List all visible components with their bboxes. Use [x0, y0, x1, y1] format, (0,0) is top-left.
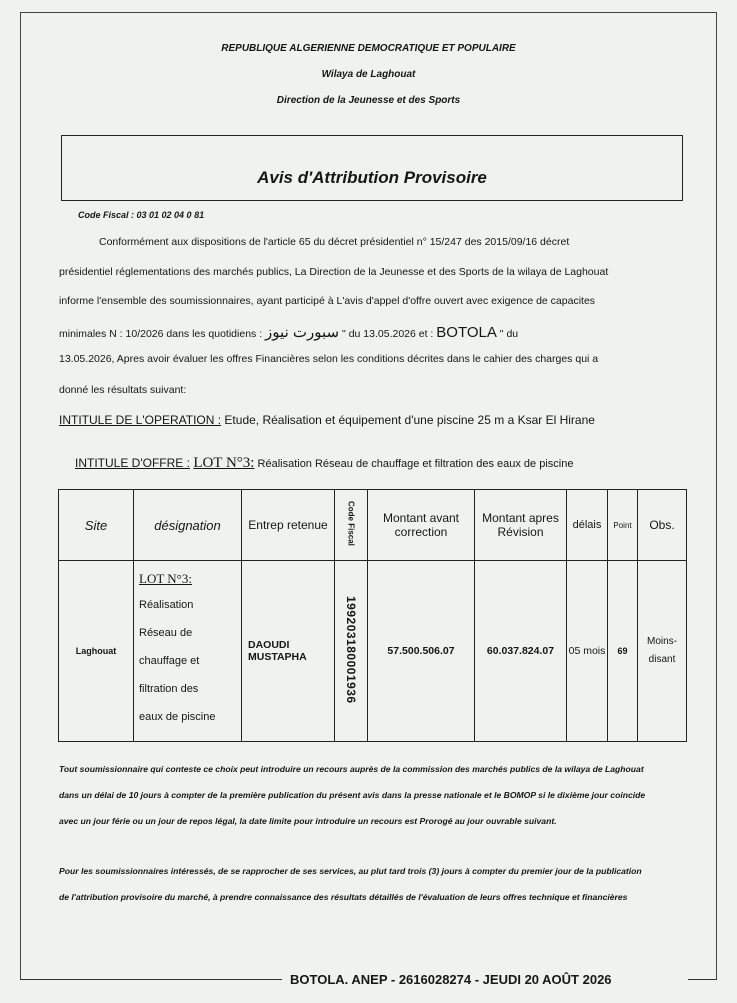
operation-title — [59, 413, 595, 427]
footnote-recours: Tout soumissionnaire qui conteste ce choix peut introduire un recours auprès de la commission des marchés publics de la wilaya de Laghouat dans un délai de 10 jours à compter de la première publication du présent avis dans la presse nationale et le BOMOP si le dixième jour coincide avec un jour férie ou un jour de repos légal, la date limite pour introduire un recours est Prorogé au jour ouvrable suivant. — [59, 764, 646, 826]
col-header-montant-apres: Montant apres Révision — [475, 490, 567, 561]
body-line-4 — [59, 323, 518, 341]
body-line-1: Conformément aux dispositions de l'article 65 du décret présidentiel n° 15/247 des 2015/09/16 décret — [99, 236, 570, 248]
cell-obs: Moins-disant — [638, 561, 687, 742]
body-line-3: informe l'ensemble des soumissionnaires, ayant participé à L'avis d'appel d'offre ouvert avec exigence de capacites — [59, 295, 596, 307]
designation-line: filtration des — [139, 683, 199, 695]
footer-rule-right — [688, 979, 717, 980]
col-header-site: Site — [59, 490, 134, 561]
body-line-6: donné les résultats suivant: — [59, 384, 187, 396]
document-title: Avis d'Attribution Provisoire — [257, 168, 487, 187]
offre-title — [75, 455, 573, 472]
header-wilaya: Wilaya de Laghouat — [321, 69, 416, 80]
footer-publication: BOTOLA. ANEP - 2616028274 - JEUDI 20 AOÛT 2026 — [290, 972, 612, 987]
cell-site: Laghouat — [59, 561, 134, 742]
col-header-code-label: Code Fiscal — [346, 501, 356, 546]
cell-point: 69 — [608, 561, 638, 742]
col-header-montant-avant: Montant avant correction — [368, 490, 475, 561]
header-republic: REPUBLIQUE ALGERIENNE DEMOCRATIQUE ET POPULAIRE — [221, 43, 516, 54]
body-line-5: 13.05.2026, Apres avoir évaluer les offres Financières selon les conditions décrites dans le cahier des charges qui a — [59, 353, 599, 365]
offre-lot: LOT N°3: — [193, 455, 255, 471]
body-line-2: présidentiel réglementations des marchés publics, La Direction de la Jeunesse et des Sports de la wilaya de Laghouat — [59, 266, 609, 278]
table-row — [59, 561, 687, 742]
newspaper-botola: BOTOLA — [436, 324, 497, 341]
col-header-code — [335, 490, 368, 561]
header-direction: Direction de la Jeunesse et des Sports — [276, 95, 461, 106]
designation-line: eaux de piscine — [139, 711, 216, 723]
body-line-4-part-c: " du 13.05.2026 et : — [342, 328, 434, 340]
offre-text: Réalisation Réseau de chauffage et filtration des eaux de piscine — [254, 458, 574, 470]
footnote-consultation: Pour les soumissionnaires intéressés, de se rapprocher de ses services, au plut tard trois (3) jours à compter du premier jour de la publication de l'attribution provisoire du marché, à prendre connaissance des résultats détaillés de l'évaluation de leurs offres technique et financières — [59, 866, 642, 902]
cell-delais: 05 mois — [567, 561, 608, 742]
offre-label: INTITULE D'OFFRE : — [75, 456, 190, 470]
body-line-4-part-a: minimales N : 10/2026 dans les quotidiens : — [59, 328, 263, 340]
cell-code-value: 199203180001936 — [344, 595, 358, 704]
cell-designation — [134, 561, 242, 742]
operation-label: INTITULE DE L'OPERATION : — [59, 413, 222, 427]
cell-designation-lot: LOT N°3: — [139, 571, 192, 586]
cell-montant-avant: 57.500.506.07 — [368, 561, 475, 742]
col-header-designation: désignation — [134, 490, 242, 561]
cell-code — [335, 561, 368, 742]
cell-entrep: DAOUDI MUSTAPHA — [242, 561, 335, 742]
designation-line: Réalisation — [139, 599, 194, 611]
col-header-entrep: Entrep retenue — [242, 490, 335, 561]
designation-line: Réseau de — [139, 627, 193, 639]
code-fiscal: Code Fiscal : 03 01 02 04 0 81 — [78, 210, 205, 220]
results-table — [58, 489, 687, 742]
title-box — [61, 135, 683, 201]
col-header-delais: délais — [567, 490, 608, 561]
cell-montant-apres: 60.037.824.07 — [475, 561, 567, 742]
col-header-obs: Obs. — [638, 490, 687, 561]
table-header-row — [59, 490, 687, 561]
operation-text: Etude, Réalisation et équipement d'une piscine 25 m a Ksar El Hirane — [221, 413, 595, 427]
col-header-point: Point — [608, 490, 638, 561]
footer-rule-left — [20, 979, 282, 980]
designation-line: chauffage et — [139, 655, 200, 667]
body-line-4-part-e: " du — [499, 328, 519, 340]
newspaper-arabic: سبورت نيوز — [265, 324, 340, 341]
